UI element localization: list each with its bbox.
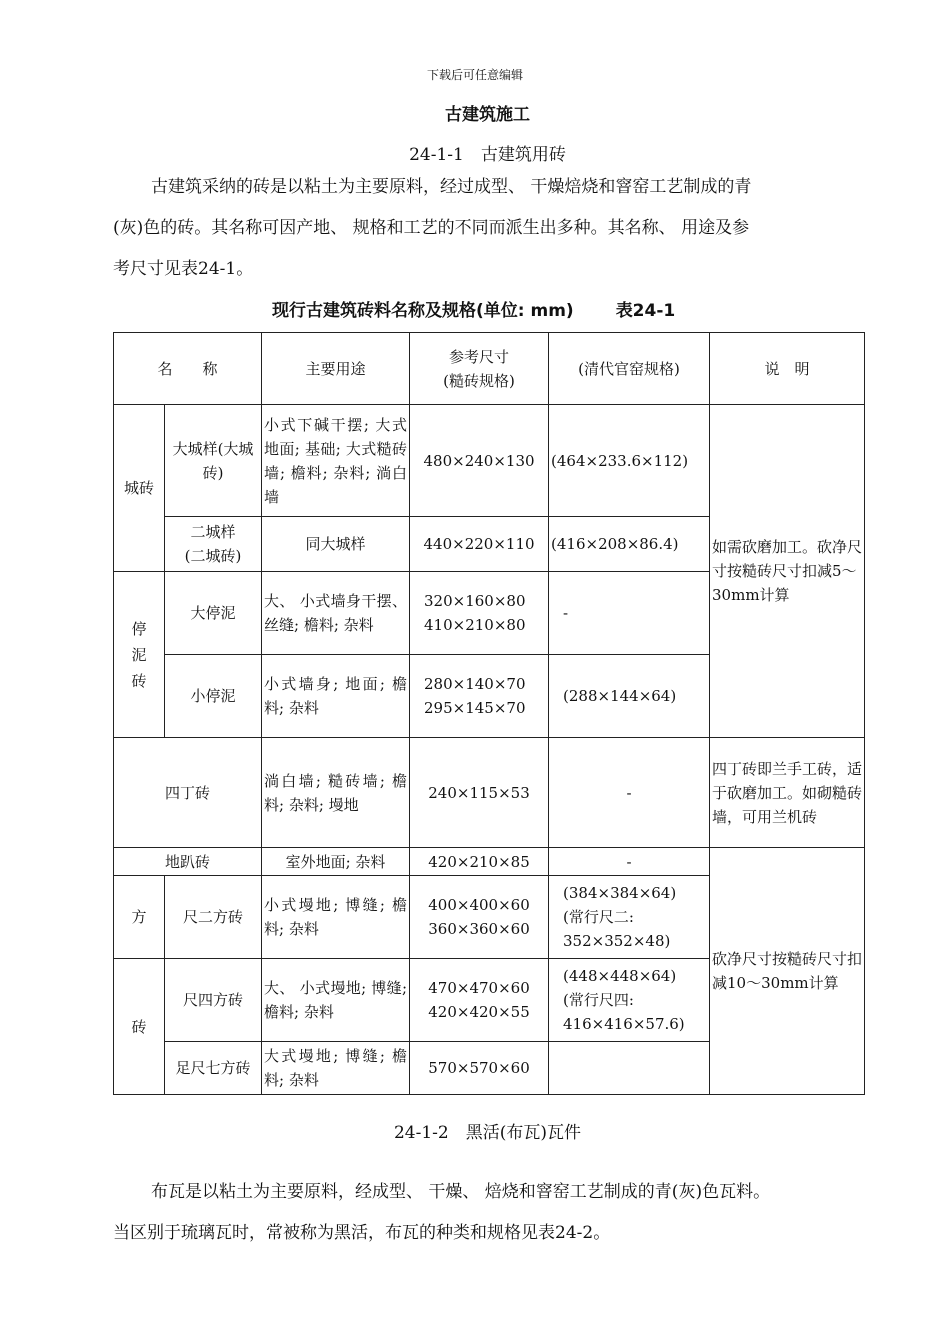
cell-ref: 420×210×85	[410, 848, 549, 876]
paragraph-1-line-3: 考尺寸见表24-1。	[113, 259, 254, 279]
cell-qing: (416×208×86.4)	[549, 517, 710, 572]
cell-name: 二城样 (二城砖)	[165, 517, 262, 572]
brick-spec-table	[113, 332, 865, 1095]
cell-use: 大、 小式墙身干摆、 丝缝; 檐料; 杂料	[262, 572, 410, 655]
cell-qing: -	[549, 738, 710, 848]
cell-use: 淌白墙; 糙砖墙; 檐料; 杂料; 墁地	[262, 738, 410, 848]
cell-qing: (288×144×64)	[549, 655, 710, 738]
cell-ref: 480×240×130	[410, 405, 549, 517]
cell-name: 大停泥	[165, 572, 262, 655]
cell-ref: 470×470×60 420×420×55	[410, 959, 549, 1042]
cell-ref: 570×570×60	[410, 1042, 549, 1095]
group-label-zhuan: 砖	[114, 959, 165, 1095]
cell-qing: (384×384×64) (常行尺二: 352×352×48)	[549, 876, 710, 959]
cell-qing	[549, 1042, 710, 1095]
note-cell-1: 如需砍磨加工。砍净尺寸按糙砖尺寸扣减5～30mm计算	[710, 405, 865, 738]
cell-name: 四丁砖	[114, 738, 262, 848]
table-row	[114, 405, 865, 517]
note-cell-2: 四丁砖即兰手工砖，适于砍磨加工。如砌糙砖墙，可用兰机砖	[710, 738, 865, 848]
paragraph-2-line-1: 布瓦是以粘土为主要原料，经成型、 干燥、 焙烧和窨窑工艺制成的青(灰)色瓦料。	[151, 1182, 771, 1202]
cell-qing: -	[549, 848, 710, 876]
cell-use: 小式下碱干摆; 大式地面; 基础; 大式糙砖墙; 檐料; 杂料; 淌白墙	[262, 405, 410, 517]
cell-ref: 280×140×70 295×145×70	[410, 655, 549, 738]
header-qing: (清代官窑规格)	[549, 333, 710, 405]
table-number: 表24-1	[615, 301, 676, 321]
header-use: 主要用途	[262, 333, 410, 405]
group-label-tingni: 停 泥 砖	[114, 572, 165, 738]
section-heading-1: 24-1-1 古建筑用砖	[409, 145, 566, 165]
table-caption-text: 现行古建筑砖料名称及规格(单位: mm)	[272, 301, 574, 321]
cell-use: 小式墙身; 地面; 檐料; 杂料	[262, 655, 410, 738]
table-row	[114, 848, 865, 876]
cell-name: 尺四方砖	[165, 959, 262, 1042]
cell-qing: (448×448×64) (常行尺四: 416×416×57.6)	[549, 959, 710, 1042]
cell-ref: 440×220×110	[410, 517, 549, 572]
paragraph-1	[113, 167, 868, 290]
header-note: 下载后可任意编辑	[426, 68, 523, 82]
cell-name: 足尺七方砖	[165, 1042, 262, 1095]
table-caption	[272, 296, 675, 321]
cell-ref: 400×400×60 360×360×60	[410, 876, 549, 959]
paragraph-2-line-2: 当区别于琉璃瓦时，常被称为黑活，布瓦的种类和规格见表24-2。	[113, 1223, 611, 1243]
note-cell-3: 砍净尺寸按糙砖尺寸扣减10～30mm计算	[710, 848, 865, 1095]
group-label-fang: 方	[114, 876, 165, 959]
section-heading-2: 24-1-2 黑活(布瓦)瓦件	[393, 1123, 582, 1143]
paragraph-2	[113, 1172, 868, 1254]
paragraph-1-line-2: (灰)色的砖。其名称可因产地、 规格和工艺的不同而派生出多种。其名称、 用途及参	[113, 218, 750, 238]
group-label-chengzhuan: 城砖	[114, 405, 165, 572]
cell-ref: 240×115×53	[410, 738, 549, 848]
cell-qing: -	[549, 572, 710, 655]
cell-name: 大城样(大城砖)	[165, 405, 262, 517]
cell-name: 小停泥	[165, 655, 262, 738]
cell-use: 室外地面; 杂料	[262, 848, 410, 876]
cell-qing: (464×233.6×112)	[549, 405, 710, 517]
header-name: 名 称	[114, 333, 262, 405]
header-ref: 参考尺寸 (糙砖规格)	[410, 333, 549, 405]
cell-name: 地趴砖	[114, 848, 262, 876]
cell-use: 小式墁地; 博缝; 檐料; 杂料	[262, 876, 410, 959]
paragraph-1-line-1: 古建筑采纳的砖是以粘土为主要原料，经过成型、 干燥焙烧和窨窑工艺制成的青	[151, 177, 752, 197]
table-row	[114, 738, 865, 848]
table-header-row	[114, 333, 865, 405]
header-note: 说 明	[710, 333, 865, 405]
cell-use: 大式墁地; 博缝; 檐料; 杂料	[262, 1042, 410, 1095]
cell-use: 同大城样	[262, 517, 410, 572]
cell-name: 尺二方砖	[165, 876, 262, 959]
cell-use: 大、 小式墁地; 博缝; 檐料; 杂料	[262, 959, 410, 1042]
page-title: 古建筑施工	[445, 105, 530, 125]
cell-ref: 320×160×80 410×210×80	[410, 572, 549, 655]
